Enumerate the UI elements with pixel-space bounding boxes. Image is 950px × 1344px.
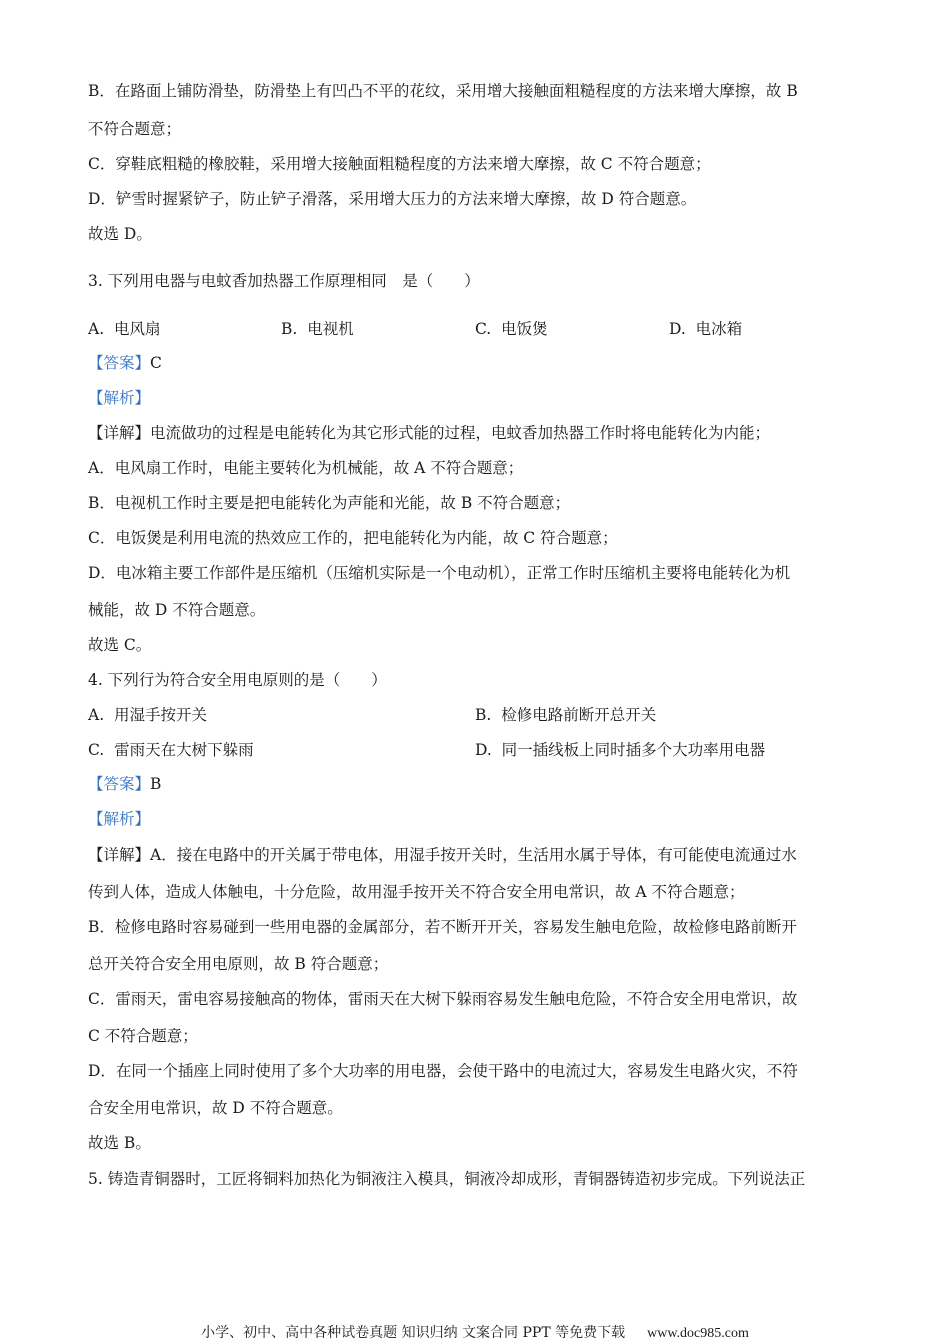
q3-option-a [88, 319, 161, 339]
q4-answer [88, 774, 161, 794]
q3-option-a-explanation: A．电风扇工作时，电能主要转化为机械能，故 A 不符合题意； [88, 459, 524, 477]
option-text: 用湿手按开关 [113, 706, 207, 724]
q4-option-d [475, 740, 765, 760]
q4-option-b-explanation-line1: B．检修电路时容易碰到一些用电器的金属部分，若不断开开关，容易发生触电危险，故检修电路前断开 [88, 918, 797, 936]
q4-detail-line1 [88, 845, 797, 865]
option-text: 电风扇 [113, 320, 161, 338]
q4-option-d-explanation-line2: 合安全用电常识，故 D 不符合题意。 [88, 1099, 343, 1117]
q3-option-c [475, 319, 548, 339]
option-text: 检修电路前断开总开关 [501, 706, 657, 724]
q3-conclusion: 故选 C。 [88, 636, 152, 654]
answer-tag: 【答案】 [88, 775, 151, 793]
detail-tag: 【详解】 [88, 424, 151, 442]
q2-option-d-explanation: D．铲雪时握紧铲子，防止铲子滑落，采用增大压力的方法来增大摩擦，故 D 符合题意。 [88, 190, 697, 208]
q4-detail-line2: 传到人体，造成人体触电，十分危险，故用湿手按开关不符合安全用电常识，故 A 不符合题意； [88, 883, 745, 901]
q3-analysis-heading [88, 388, 150, 408]
q4-option-c [88, 740, 254, 760]
option-letter: B. [475, 706, 492, 724]
option-text: 电视机 [307, 320, 354, 338]
q3-detail-intro [88, 423, 770, 443]
detail-text: 电流做功的过程是电能转化为其它形式能的过程，电蚊香加热器工作时将电能转化为内能； [150, 424, 771, 442]
option-text: 雷雨天在大树下躲雨 [114, 741, 254, 759]
q4-conclusion: 故选 B。 [88, 1134, 151, 1152]
q4-option-c-explanation-line1: C．雷雨天，雷电容易接触高的物体，雷雨天在大树下躲雨容易发生触电危险，不符合安全用电常识，故 [88, 990, 798, 1008]
q3-option-d-explanation-line1: D．电冰箱主要工作部件是压缩机（压缩机实际是一个电动机），正常工作时压缩机主要将电能转化为机 [88, 564, 791, 582]
q4-stem: 4. 下列行为符合安全用电原则的是（ ） [88, 671, 387, 689]
q4-option-d-explanation-line1: D．在同一个插座上同时使用了多个大功率的用电器，会使干路中的电流过大，容易发生电路火灾，不符 [88, 1062, 798, 1080]
q3-option-d-explanation-line2: 械能，故 D 不符合题意。 [88, 601, 266, 619]
answer-value: B [150, 775, 162, 793]
analysis-tag: 【解析】 [88, 389, 151, 407]
option-letter: C. [88, 741, 105, 759]
q2-conclusion: 故选 D。 [88, 225, 152, 243]
answer-tag: 【答案】 [88, 354, 151, 372]
q4-analysis-heading [88, 809, 150, 829]
q3-option-b [281, 319, 354, 339]
footer-text: 小学、初中、高中各种试卷真题 知识归纳 文案合同 PPT 等免费下载 [201, 1325, 626, 1341]
footer-url[interactable]: www.doc985.com [647, 1326, 749, 1341]
q3-option-c-explanation: C．电饭煲是利用电流的热效应工作的，把电能转化为内能，故 C 符合题意； [88, 529, 618, 547]
analysis-tag: 【解析】 [88, 810, 151, 828]
option-letter: A. [88, 320, 105, 338]
q2-option-b-explanation-line1: B．在路面上铺防滑垫，防滑垫上有凹凸不平的花纹，采用增大接触面粗糙程度的方法来增大摩擦，故 B [88, 82, 798, 100]
option-letter: D. [475, 741, 492, 759]
option-letter: A. [88, 706, 105, 724]
q3-option-d [669, 319, 742, 339]
option-text: 电冰箱 [695, 320, 743, 338]
q2-option-c-explanation: C．穿鞋底粗糙的橡胶鞋，采用增大接触面粗糙程度的方法来增大摩擦，故 C 不符合题意； [88, 155, 711, 173]
option-text: 同一插线板上同时插多个大功率用电器 [501, 741, 766, 759]
q4-option-c-explanation-line2: C 不符合题意； [88, 1027, 198, 1045]
option-letter: C. [475, 320, 492, 338]
option-letter: B. [281, 320, 298, 338]
detail-tag: 【详解】 [88, 846, 151, 864]
q3-option-b-explanation: B．电视机工作时主要是把电能转化为声能和光能，故 B 不符合题意； [88, 494, 571, 512]
detail-text: A．接在电路中的开关属于带电体，用湿手按开关时，生活用水属于导体，有可能使电流通过水 [150, 846, 797, 864]
option-text: 电饭煲 [501, 320, 548, 338]
answer-value: C [150, 354, 162, 372]
q3-stem: 3. 下列用电器与电蚊香加热器工作原理相同 是（ ） [88, 272, 480, 290]
q2-option-b-explanation-line2: 不符合题意； [88, 120, 182, 138]
q4-option-a [88, 705, 207, 725]
page-footer [0, 1324, 950, 1343]
option-letter: D. [669, 320, 686, 338]
q3-answer [88, 353, 162, 373]
q4-option-b [475, 705, 656, 725]
q5-stem: 5. 铸造青铜器时，工匠将铜料加热化为铜液注入模具，铜液冷却成形，青铜器铸造初步完成。下列说法正 [88, 1170, 806, 1188]
q4-option-b-explanation-line2: 总开关符合安全用电原则，故 B 符合题意； [88, 955, 389, 973]
